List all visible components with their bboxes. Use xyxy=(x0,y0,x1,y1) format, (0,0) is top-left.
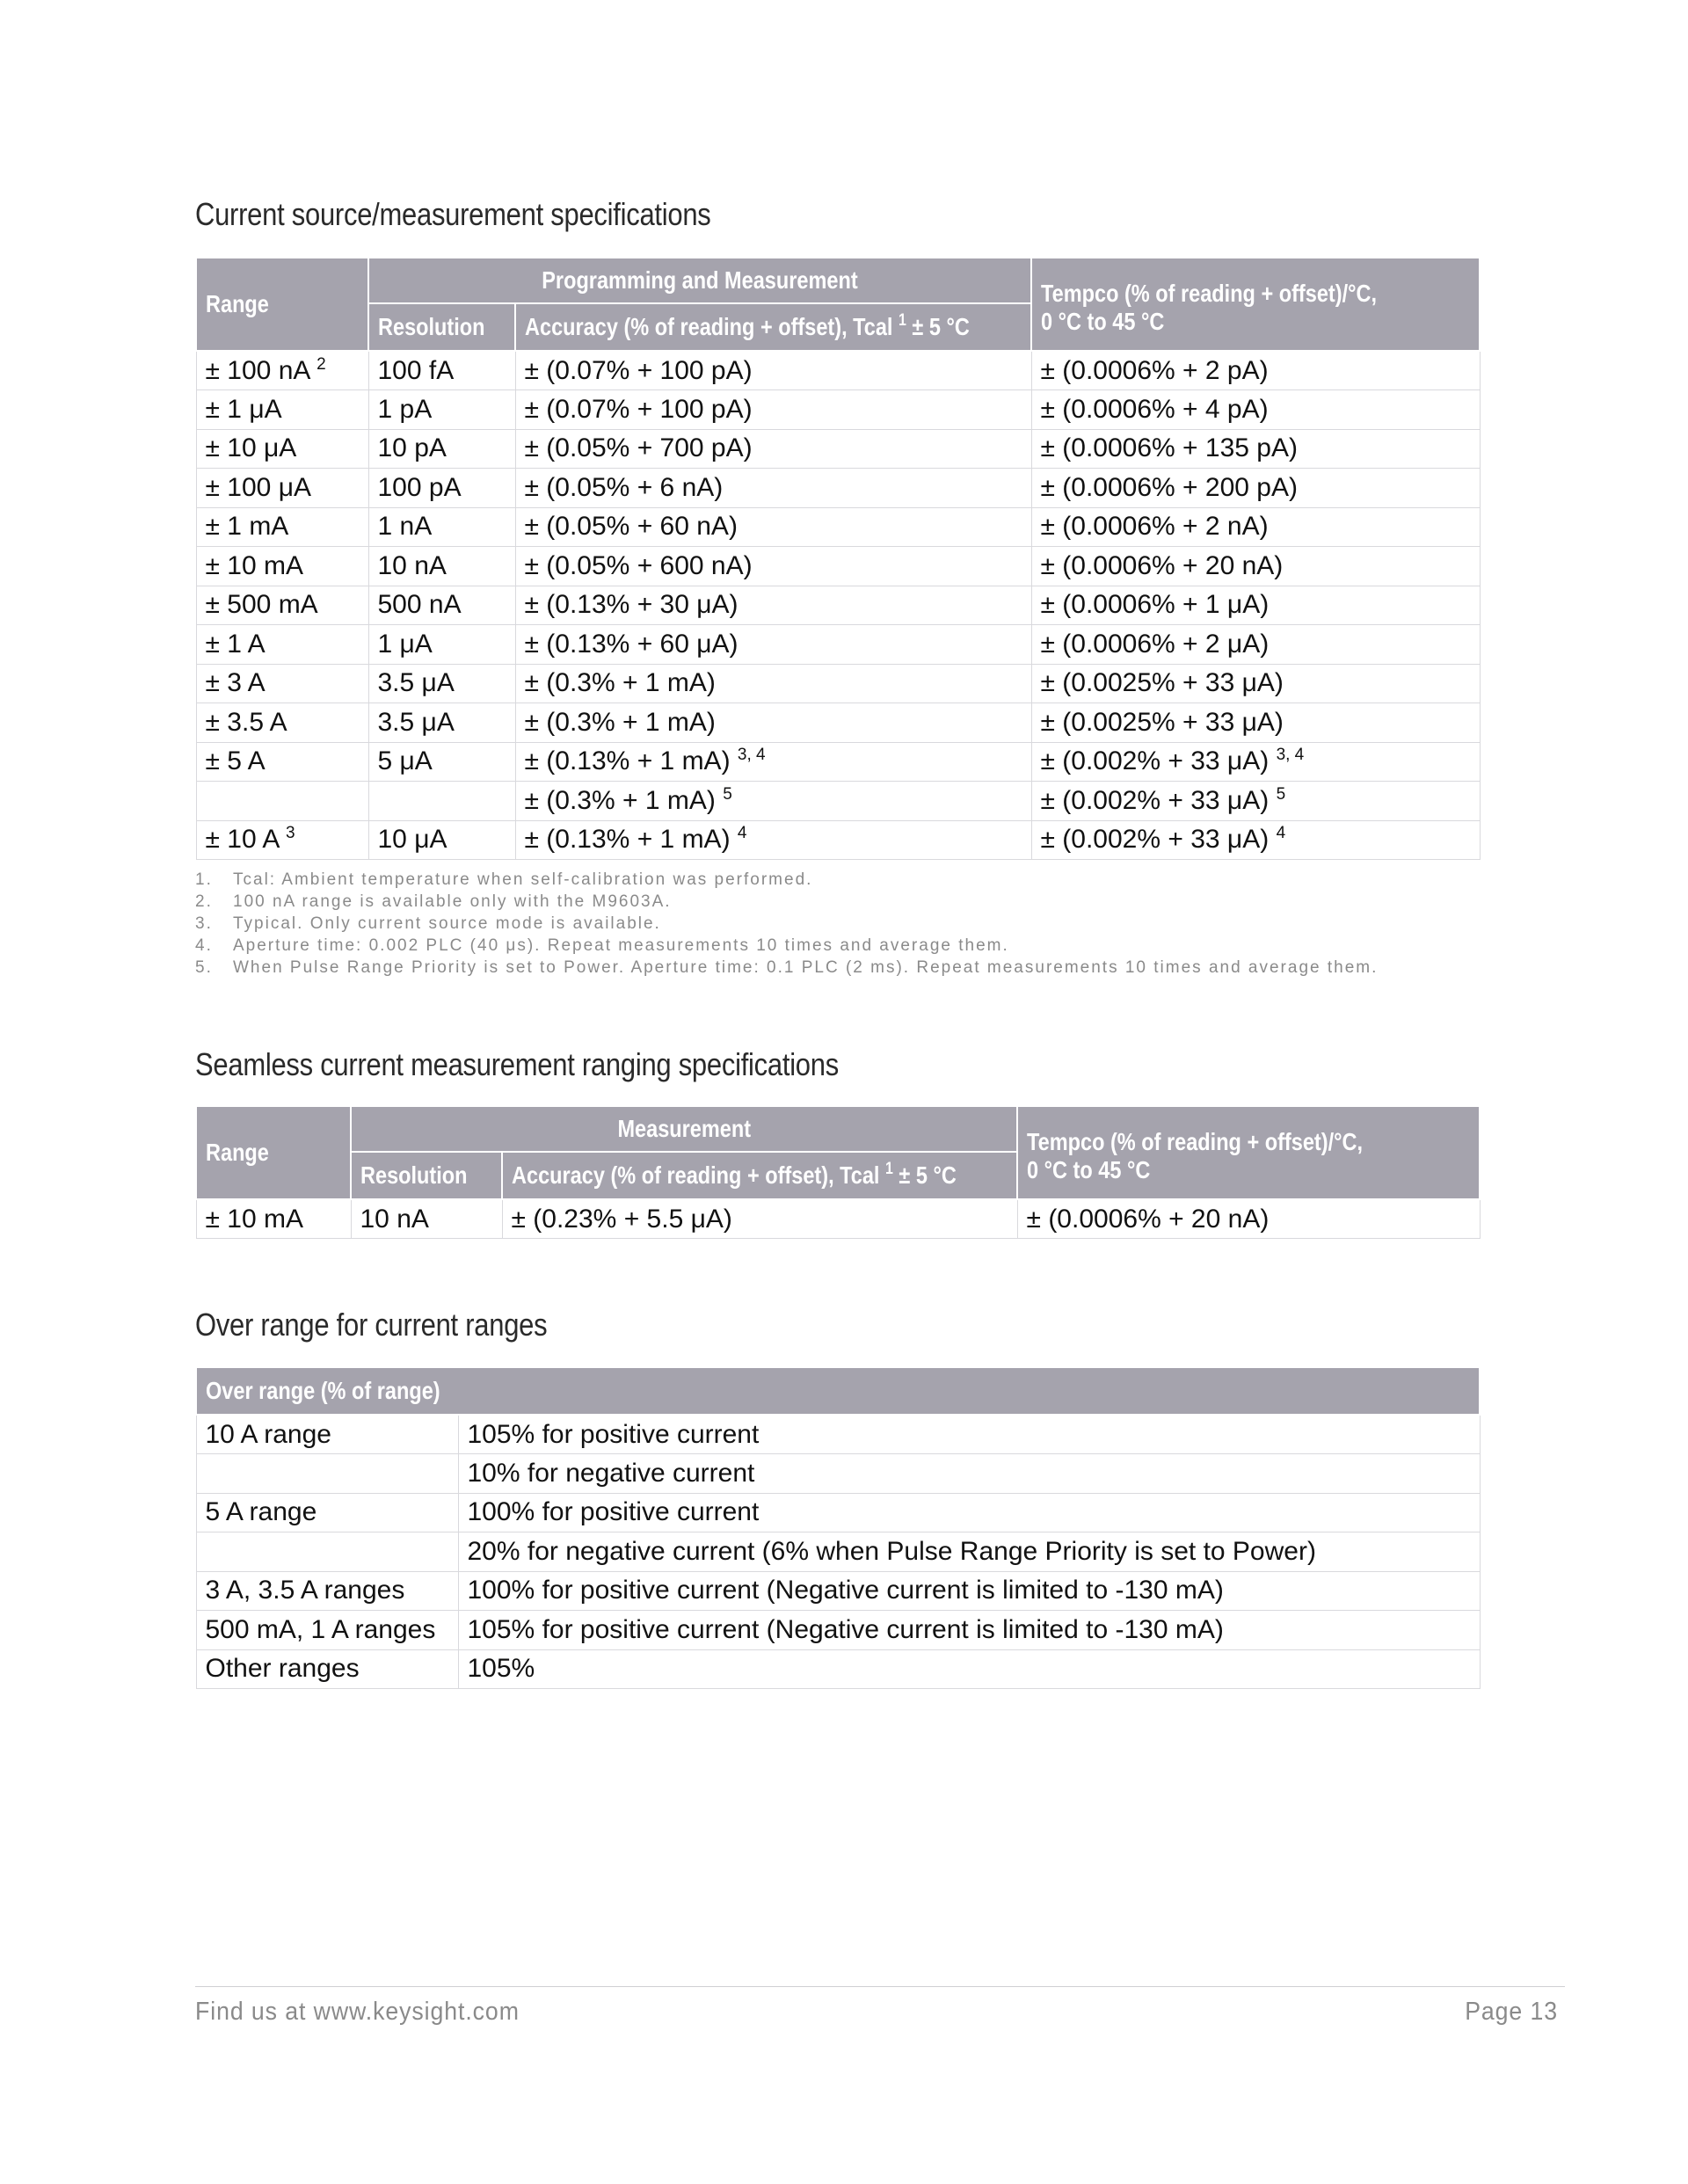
header-accuracy: Accuracy (% of reading + offset), Tcal $^1$ ± 5 °C xyxy=(502,1152,1017,1199)
table-row xyxy=(196,507,1480,547)
over-range-value-cell: 105% xyxy=(458,1649,1480,1689)
resolution-cell: 100 fA xyxy=(368,351,515,390)
over-range-value-cell: 105% for positive current xyxy=(458,1415,1480,1454)
range-label-cell xyxy=(196,1454,458,1494)
range-label-cell: 10 A range xyxy=(196,1415,458,1454)
tempco-cell: ± (0.0025% + 33 μA) xyxy=(1031,703,1480,743)
range-label-cell: Other ranges xyxy=(196,1649,458,1689)
tempco-cell: ± (0.0006% + 1 μA) xyxy=(1031,586,1480,625)
resolution-cell: 10 nA xyxy=(351,1199,502,1239)
range-cell: ± 10 mA xyxy=(196,1199,351,1239)
current-source-spec-table xyxy=(195,257,1481,860)
range-label-cell: 3 A, 3.5 A ranges xyxy=(196,1571,458,1611)
resolution-cell: 100 pA xyxy=(368,469,515,508)
table-row xyxy=(196,1649,1480,1689)
section-title-seamless-ranging: Seamless current measurement ranging specifications xyxy=(195,1046,839,1082)
over-range-table xyxy=(195,1366,1481,1689)
over-range-value-cell: 20% for negative current (6% when Pulse Range Priority is set to Power) xyxy=(458,1532,1480,1572)
table-row xyxy=(196,547,1480,586)
header-resolution: Resolution xyxy=(368,303,515,351)
resolution-cell: 10 pA xyxy=(368,429,515,469)
table-row xyxy=(196,351,1480,390)
tempco-cell: ± (0.0006% + 200 pA) xyxy=(1031,469,1480,508)
range-cell: ± 10 mA xyxy=(196,547,368,586)
over-range-value-cell: 100% for positive current xyxy=(458,1493,1480,1532)
header-tempco: Tempco (% of reading + offset)/°C, 0 °C to 45 °C xyxy=(1031,258,1480,351)
footnote: 3. Typical. Only current source mode is available. xyxy=(195,914,661,933)
header-tempco: Tempco (% of reading + offset)/°C, 0 °C to 45 °C xyxy=(1017,1106,1480,1199)
footnote: 5. When Pulse Range Priority is set to Power. Aperture time: 0.1 PLC (2 ms). Repeat measurements 10 times and average them. xyxy=(195,958,1379,977)
table-row xyxy=(196,1532,1480,1572)
accuracy-cell: ± (0.3% + 1 mA) xyxy=(515,703,1031,743)
tempco-cell: ± (0.0006% + 4 pA) xyxy=(1031,390,1480,430)
range-cell: ± 10 A $^3$ xyxy=(196,820,368,860)
table-row xyxy=(196,1493,1480,1532)
header-programming-measurement: Programming and Measurement xyxy=(368,258,1031,303)
table-row xyxy=(196,625,1480,665)
accuracy-cell: ± (0.3% + 1 mA) $^5$ xyxy=(515,782,1031,821)
resolution-cell: 1 nA xyxy=(368,507,515,547)
header-measurement: Measurement xyxy=(351,1106,1017,1152)
header-range: Range xyxy=(196,258,368,351)
range-cell: ± 1 mA xyxy=(196,507,368,547)
accuracy-cell: ± (0.05% + 600 nA) xyxy=(515,547,1031,586)
header-over-range: Over range (% of range) xyxy=(196,1367,1480,1415)
accuracy-cell: ± (0.05% + 700 pA) xyxy=(515,429,1031,469)
table-row xyxy=(196,742,1480,782)
table-row xyxy=(196,782,1480,821)
accuracy-cell: ± (0.05% + 60 nA) xyxy=(515,507,1031,547)
accuracy-cell: ± (0.23% + 5.5 μA) xyxy=(502,1199,1017,1239)
range-cell: ± 3.5 A xyxy=(196,703,368,743)
footer-page-number: Page 13 xyxy=(1465,1998,1558,2026)
table-row xyxy=(196,1415,1480,1454)
range-cell: ± 1 μA xyxy=(196,390,368,430)
accuracy-cell: ± (0.13% + 60 μA) xyxy=(515,625,1031,665)
tempco-cell: ± (0.0006% + 135 pA) xyxy=(1031,429,1480,469)
range-label-cell xyxy=(196,1532,458,1572)
table-row xyxy=(196,1199,1480,1239)
range-cell: ± 100 μA xyxy=(196,469,368,508)
accuracy-cell: ± (0.13% + 1 mA) $^{3, 4}$ xyxy=(515,742,1031,782)
table-row xyxy=(196,664,1480,703)
range-cell: ± 100 nA $^2$ xyxy=(196,351,368,390)
header-accuracy: Accuracy (% of reading + offset), Tcal $^1$ ± 5 °C xyxy=(515,303,1031,351)
accuracy-cell: ± (0.05% + 6 nA) xyxy=(515,469,1031,508)
table-row xyxy=(196,390,1480,430)
table-row xyxy=(196,820,1480,860)
footnote: 4. Aperture time: 0.002 PLC (40 μs). Repeat measurements 10 times and average them. xyxy=(195,936,1009,955)
range-cell: ± 5 A xyxy=(196,742,368,782)
table-row xyxy=(196,1571,1480,1611)
accuracy-cell: ± (0.13% + 30 μA) xyxy=(515,586,1031,625)
resolution-cell: 10 μA xyxy=(368,820,515,860)
range-label-cell: 5 A range xyxy=(196,1493,458,1532)
tempco-cell: ± (0.002% + 33 μA) $^{3, 4}$ xyxy=(1031,742,1480,782)
tempco-cell: ± (0.0006% + 2 pA) xyxy=(1031,351,1480,390)
footnotes-list xyxy=(195,869,1378,979)
resolution-cell xyxy=(368,782,515,821)
over-range-value-cell: 10% for negative current xyxy=(458,1454,1480,1494)
range-cell: ± 10 μA xyxy=(196,429,368,469)
tempco-cell: ± (0.0006% + 2 μA) xyxy=(1031,625,1480,665)
accuracy-cell: ± (0.13% + 1 mA) $^4$ xyxy=(515,820,1031,860)
accuracy-cell: ± (0.07% + 100 pA) xyxy=(515,351,1031,390)
tempco-cell: ± (0.0006% + 2 nA) xyxy=(1031,507,1480,547)
footnote: 1. Tcal: Ambient temperature when self-calibration was performed. xyxy=(195,870,813,889)
footer-divider xyxy=(195,1986,1565,1987)
tempco-cell: ± (0.002% + 33 μA) $^5$ xyxy=(1031,782,1480,821)
range-label-cell: 500 mA, 1 A ranges xyxy=(196,1611,458,1650)
table-row xyxy=(196,469,1480,508)
accuracy-cell: ± (0.07% + 100 pA) xyxy=(515,390,1031,430)
tempco-cell: ± (0.0006% + 20 nA) xyxy=(1017,1199,1480,1239)
tempco-cell: ± (0.0025% + 33 μA) xyxy=(1031,664,1480,703)
resolution-cell: 3.5 μA xyxy=(368,703,515,743)
section-title-current-source: Current source/measurement specifications xyxy=(195,196,711,232)
tempco-cell: ± (0.002% + 33 μA) $^4$ xyxy=(1031,820,1480,860)
over-range-value-cell: 100% for positive current (Negative current is limited to -130 mA) xyxy=(458,1571,1480,1611)
table-row xyxy=(196,1454,1480,1494)
resolution-cell: 1 μA xyxy=(368,625,515,665)
resolution-cell: 500 nA xyxy=(368,586,515,625)
footer-website: Find us at www.keysight.com xyxy=(195,1998,520,2026)
seamless-ranging-spec-table xyxy=(195,1105,1481,1239)
range-cell xyxy=(196,782,368,821)
tempco-cell: ± (0.0006% + 20 nA) xyxy=(1031,547,1480,586)
footnote: 2. 100 nA range is available only with the M9603A. xyxy=(195,892,672,911)
table-row xyxy=(196,586,1480,625)
resolution-cell: 10 nA xyxy=(368,547,515,586)
range-cell: ± 1 A xyxy=(196,625,368,665)
range-cell: ± 500 mA xyxy=(196,586,368,625)
table-row xyxy=(196,703,1480,743)
table-row xyxy=(196,1611,1480,1650)
table-row xyxy=(196,429,1480,469)
range-cell: ± 3 A xyxy=(196,664,368,703)
resolution-cell: 5 μA xyxy=(368,742,515,782)
over-range-value-cell: 105% for positive current (Negative current is limited to -130 mA) xyxy=(458,1611,1480,1650)
header-range: Range xyxy=(196,1106,351,1199)
resolution-cell: 1 pA xyxy=(368,390,515,430)
section-title-over-range: Over range for current ranges xyxy=(195,1307,548,1343)
accuracy-cell: ± (0.3% + 1 mA) xyxy=(515,664,1031,703)
resolution-cell: 3.5 μA xyxy=(368,664,515,703)
header-resolution: Resolution xyxy=(351,1152,502,1199)
